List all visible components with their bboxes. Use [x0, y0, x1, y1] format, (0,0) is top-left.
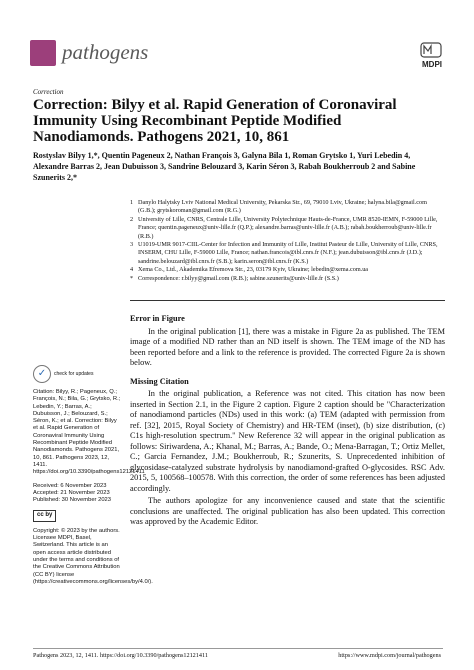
affiliation-item: 3 U1019-UMR 9017-CIIL-Center for Infection and Immunity of Lille, Institut Pasteur de Lille, University of Lille, CNRS, INSERM, CHU Lille, F-59000 Lille, France; nathan.francois@ibl.cnrs.fr (N.F.); jean.dubuisson@ibl.cnrs.fr (J.D.); sandrine.belouzard@ibl.cnrs.fr (S.B.); karin.seron@ibl.cnrs.fr (K.S.)	[130, 241, 438, 265]
affiliation-item: 2 University of Lille, CNRS, Centrale Lille, University Polytechnique Hauts-de-France, UMR 8520-IEMN, F-59000 Lille, France; quentin.pageneux@univ-lille.fr (Q.P.); alexandre.barras@univ-lille.fr (A.B.); rabah.boukherroub@univ-lille.fr (R.B.)	[130, 215, 438, 240]
journal-name: pathogens	[62, 40, 149, 64]
sidebar	[33, 365, 153, 586]
footer-journal-link[interactable]: https://www.mdpi.com/journal/pathogens	[338, 652, 441, 659]
footer-divider	[33, 648, 443, 649]
citation-block: Citation: Bilyy, R.; Pageneux, Q.; François, N.; Bila, G.; Grytsko, R.; Lebedin, Y.; Barras, A.; Dubuisson, J.; Belouzard, S.; Séron, K.; et al. Correction: Bilyy et al. Rapid Generation of Coronaviral Immunity Using Recombinant Peptide Modified Nanodiamonds. Pathogens 2021, 10, 861. Pathogens 2023, 12, 1411. https://doi.org/10.3390/pathogens12121411	[33, 389, 145, 476]
journal-logo-icon	[30, 40, 56, 66]
license-badge[interactable]: cc by	[33, 510, 121, 521]
affiliations	[130, 199, 450, 283]
author-list: Rostyslav Bilyy 1,*, Quentin Pageneux 2, Nathan François 3, Galyna Bila 1, Roman Grytsko 1, Yuri Lebedin 4, Alexandre Barras 2, Jean Dubuisson 3, Sandrine Belouzard 3, Karin Séron 3, Rabah Boukherroub 2 and Sabine Szunerits 2,*	[33, 151, 416, 182]
article-type: Correction	[33, 88, 64, 96]
footer-citation: Pathogens 2023, 12, 1411. https://doi.org/10.3390/pathogens12121411	[33, 652, 208, 659]
check-updates-icon: ✓	[33, 365, 51, 383]
copyright-block: Copyright: © 2023 by the authors. Licensee MDPI, Basel, Switzerland. This article is an open access article distributed under the terms and conditions of the Creative Commons Attribution (CC BY) license (https://creativecommons.org/licenses/by/4.0/).	[33, 527, 153, 585]
dates-block: Received: 6 November 2023 Accepted: 21 November 2023 Published: 30 November 2023	[33, 482, 111, 504]
divider	[130, 300, 445, 301]
section-heading: Missing Citation	[130, 376, 189, 386]
affiliation-item: 4 Xema Co., Ltd., Akademika Efremova Str., 23, 03179 Kyiv, Ukraine; lebedin@xema.com.ua	[130, 266, 369, 274]
paragraph: In the original publication [1], there was a mistake in Figure 2a as published. The TEM image of a modified ND rather than an ND itself is shown. The TEM image of the ND has been reported before and a link to the reference is provided. The corrected Figure 2a is shown below.	[130, 326, 445, 367]
affiliation-item: 1 Danylo Halytsky Lviv National Medical University, Pekarska Str., 69, 79010 Lviv, Ukraine; halyna.bila@gmail.com (G.B.); grytskoroman@gmail.com (R.G.)	[130, 199, 427, 215]
paragraph: The authors apologize for any inconvenience caused and state that the scientific conclusions are unaffected. The original publication has also been updated. This correction was approved by the Academic Editor.	[130, 496, 445, 526]
check-updates[interactable]: ✓ check for updates	[33, 365, 121, 383]
section-heading: Error in Figure	[130, 314, 185, 323]
paragraph: In the original publication, a Reference was not cited. This citation has now been inserted in Section 2.1, in the Figure 2 caption. Figure 2 caption should be "Characterization of nanodiamond particles (NDs) used in this work: (a) TEM (adapted with permission from ref. [32], 2015, Royal Society of Chemistry) and HR-TEM (inset), (b) size distribution, (c) C1s high-resolution spectrum." New Reference 32 will appear in the original publication as follows: Siriwardena, A.; Khanal, M.; Barras, A.; Bande, O.; Mena-Barragan, T.; Ortiz Mellet, C.; Garcia Fernandez, J.M.; Boukherroub, R.; Szunerits, S. Unprecedented inhibition of glycosidase-catalyzed substrate hydrolysis by nanodiamond-grafted O-glycosides. RSC Adv. 2015, 5, 100568–100578. With this correction, the order of some references has been adjusted accordingly.	[130, 389, 445, 493]
affiliation-item: * Correspondence: r.bilyy@gmail.com (R.B.); sabine.szunerits@univ-lille.fr (S.S.)	[130, 274, 339, 282]
article-title: Correction: Bilyy et al. Rapid Generation of Coronaviral Immunity Using Recombinant Peptide Modified Nanodiamonds. Pathogens 2021, 10, 861	[33, 97, 397, 145]
article-body	[130, 306, 445, 530]
publisher-name: MDPI	[422, 60, 442, 69]
